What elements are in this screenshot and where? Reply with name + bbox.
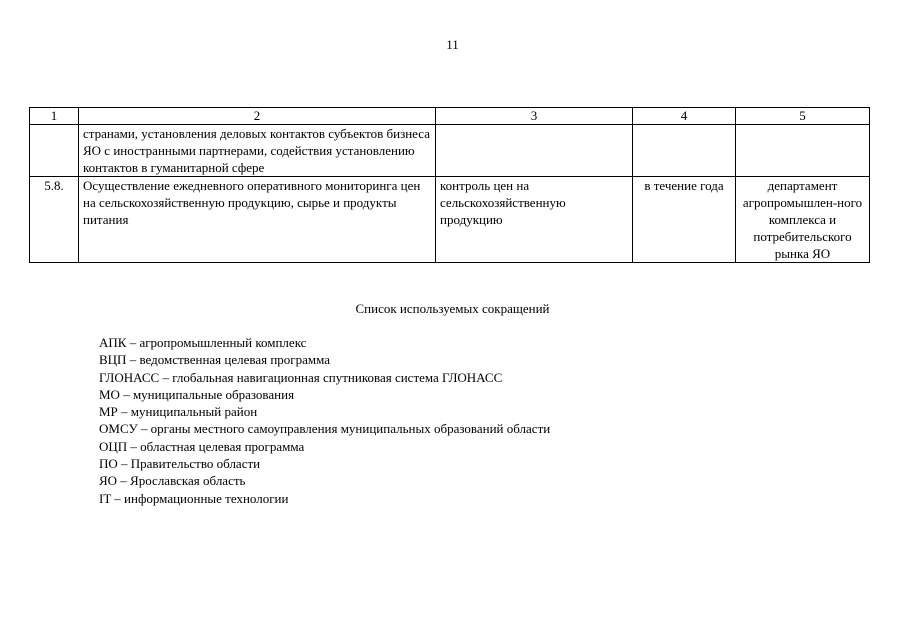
column-number-1: 1 — [30, 108, 79, 125]
abbreviations-list — [99, 334, 550, 507]
column-number-5: 5 — [736, 108, 870, 125]
executor-cell: департамент агропромышлен-ного комплекса и потребительского рынка ЯО — [736, 177, 870, 263]
abbreviation-item: МР – муниципальный район — [99, 404, 258, 420]
table-row — [30, 177, 870, 263]
table-row — [30, 125, 870, 177]
result-cell: контроль цен на сельскохозяйственную продукцию — [436, 177, 633, 263]
table-header-row — [30, 108, 870, 125]
abbreviation-item: АПК – агропромышленный комплекс — [99, 335, 307, 350]
measures-table — [29, 107, 870, 263]
executor-cell — [736, 125, 870, 177]
term-cell: в течение года — [633, 177, 736, 263]
column-number-4: 4 — [633, 108, 736, 125]
abbreviation-item: МО – муниципальные образования — [99, 386, 295, 402]
activity-cell: странами, установления деловых контактов субъектов бизнеса ЯО с иностранными партнерами, содействия установлению контактов в гуманитарной сфере — [79, 125, 436, 177]
abbreviation-item: ГЛОНАСС – глобальная навигационная спутниковая система ГЛОНАСС — [99, 369, 503, 385]
abbreviation-item: ОЦП – областная целевая программа — [99, 438, 305, 454]
term-cell — [633, 125, 736, 177]
activity-cell: Осуществление ежедневного оперативного мониторинга цен на сельскохозяйственную продукцию, сырье и продукты питания — [79, 177, 436, 263]
abbreviations-title: Список используемых сокращений — [355, 301, 550, 316]
abbreviation-item: ПО – Правительство области — [99, 456, 261, 472]
row-number-cell: 5.8. — [30, 177, 79, 263]
abbreviation-item: ЯО – Ярославская область — [99, 473, 246, 489]
abbreviation-item: ВЦП – ведомственная целевая программа — [99, 352, 331, 368]
column-number-3: 3 — [436, 108, 633, 125]
page-number: 11 — [446, 37, 459, 52]
abbreviation-item: IT – информационные технологии — [99, 490, 289, 506]
row-number-cell — [30, 125, 79, 177]
abbreviation-item: ОМСУ – органы местного самоуправления муниципальных образований области — [99, 421, 551, 437]
result-cell — [436, 125, 633, 177]
column-number-2: 2 — [79, 108, 436, 125]
